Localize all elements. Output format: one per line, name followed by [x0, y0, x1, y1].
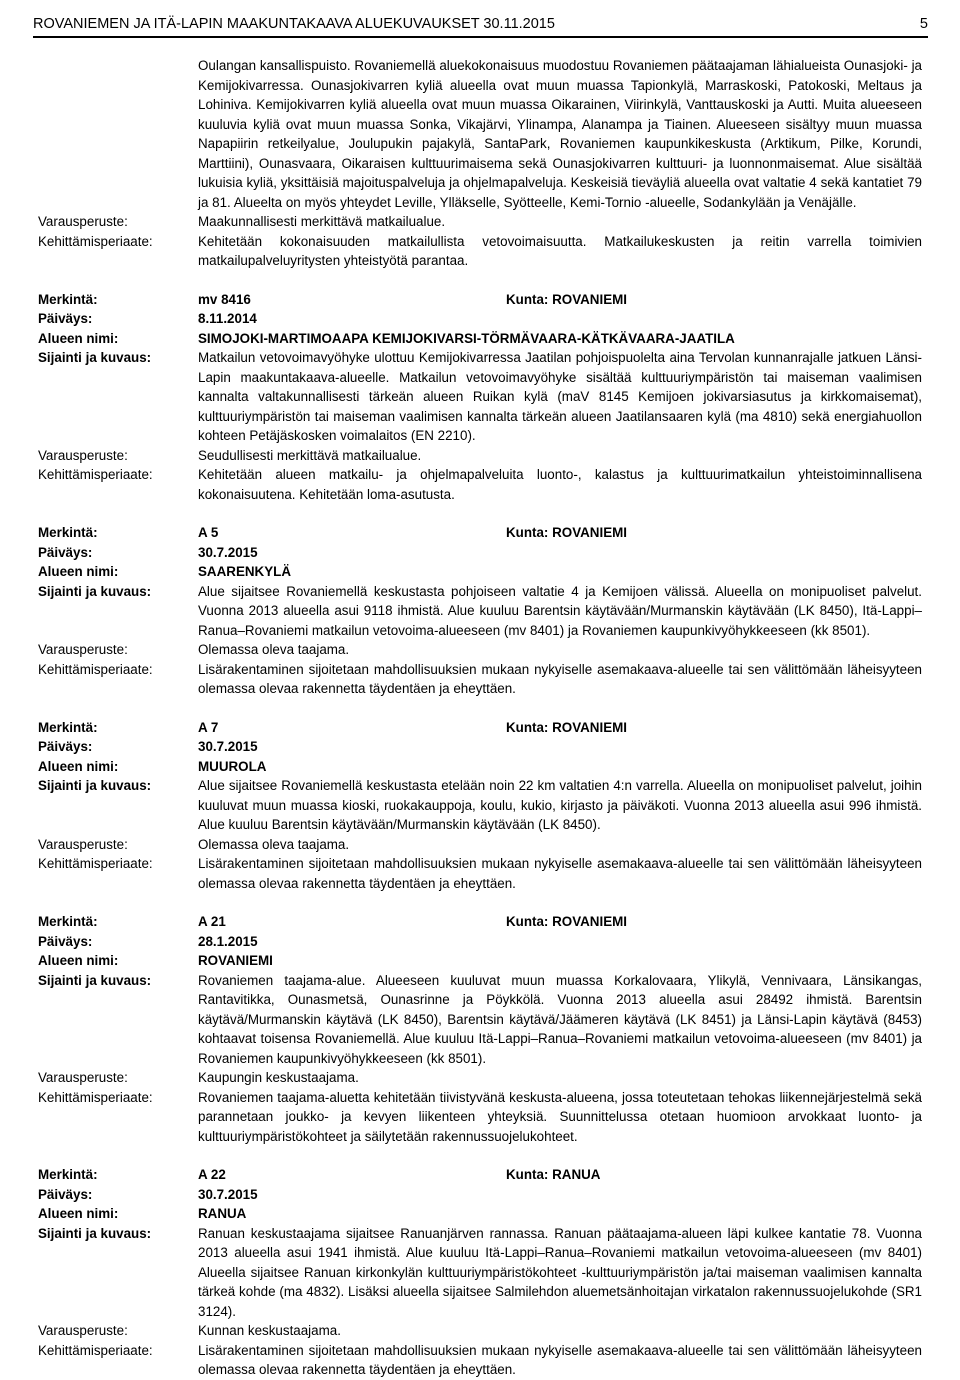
- paivays-row: Päiväys: 28.1.2015: [38, 932, 922, 952]
- paivays-row: Päiväys: 30.7.2015: [38, 1185, 922, 1205]
- alueen-nimi-row: Alueen nimi: SIMOJOKI-MARTIMOAAPA KEMIJOKIVARSI-TÖRMÄVAARA-KÄTKÄVAARA-JAATILA: [38, 329, 922, 349]
- kehittamisperiaate: Lisärakentaminen sijoitetaan mahdollisuuksien mukaan nykyiselle asemakaava-alueelle tai sen välittömään läheisyyteen olemassa olevaa rakennetta täydentäen ja eheyttäen.: [198, 856, 922, 891]
- varausperuste-row: Varausperuste: Olemassa oleva taajama.: [38, 640, 922, 660]
- kehittamisperiaate-label: Kehittämisperiaate:: [38, 233, 153, 249]
- merkinta-code: mv 8416: [198, 291, 251, 307]
- kehittamisperiaate: Rovaniemen taajama-aluetta kehitetään tiivistyvänä keskusta-alueena, jossa toteutetaan tehokas liikennejärjestelmä sekä parannetaan joukko- ja kevyen liikenteen yhteyksiä. Suunnittelussa otetaan huomioon arvokkaat luonto- ja kulttuuriympäristökohteet ja säilytetään rakennussuojelukohteet.: [198, 1089, 922, 1144]
- merkinta-row: Merkintä: A 22 Kunta: RANUA: [38, 1165, 922, 1185]
- varausperuste: Olemassa oleva taajama.: [198, 642, 350, 657]
- paivays: 30.7.2015: [198, 1186, 258, 1202]
- merkinta-row: Merkintä: A 7 Kunta: ROVANIEMI: [38, 718, 922, 738]
- sijainti: Ranuan keskustaajama sijaitsee Ranuanjärven rannassa. Ranuan päätaajama-alueen läpi kulkee kantatie 78. Vuonna 2013 alueella asui 1941 ihmistä. Alue kuuluu Itä-Lappi–Ranua–Rovaniemi matkailun vetovoima-alueeseen (mv 8401) Alueella sijaitsee Ranuan kirkonkylän kulttuuriympäristökohteet -kulttuuriympäristön ja/tai maiseman vaalimisen kannalta tärkeä kohde (ma 4832). Lisäksi alueella sijaitsee Salmilehdon aluemetsänhoitajan virkatalon rakennussuojelukohde (SR1 3124).: [198, 1225, 922, 1319]
- paivays: 30.7.2015: [198, 544, 258, 560]
- merkinta-row: Merkintä: mv 8416 Kunta: ROVANIEMI: [38, 290, 922, 310]
- kehittamisperiaate: Lisärakentaminen sijoitetaan mahdollisuuksien mukaan nykyiselle asemakaava-alueelle tai sen välittömään läheisyyteen olemassa olevaa rakennetta täydentäen ja eheyttäen.: [198, 1342, 922, 1377]
- entry-a-21: [38, 912, 922, 1146]
- alueen-nimi-row: Alueen nimi: RANUA: [38, 1204, 922, 1224]
- varausperuste-row: Varausperuste: Olemassa oleva taajama.: [38, 835, 922, 855]
- varausperuste: Kunnan keskustaajama.: [198, 1323, 341, 1338]
- intro-description-row: [38, 56, 922, 212]
- kehittamisperiaate-row: Kehittämisperiaate: Lisärakentaminen sijoitetaan mahdollisuuksien mukaan nykyiselle asemakaava-alueelle tai sen välittömään läheisyyteen olemassa olevaa rakennetta täydentäen ja eheyttäen.: [38, 854, 922, 893]
- kehittamisperiaate-row: Kehittämisperiaate: Rovaniemen taajama-aluetta kehitetään tiivistyvänä keskusta-alueena, jossa toteutetaan tehokas liikennejärjestelmä sekä parannetaan joukko- ja kevyen liikenteen yhteyksiä. Suunnittelussa otetaan huomioon arvokkaat luonto- ja kulttuuriympäristökohteet ja säilytetään rakennussuojelukohteet.: [38, 1088, 922, 1147]
- intro-varausperuste-row: [38, 212, 922, 232]
- sijainti-row: Sijainti ja kuvaus: Alue sijaitsee Rovaniemellä keskustasta etelään noin 22 km valtatien 4:n varrella. Alueella on monipuoliset palvelut, joihin kuuluvat muun muassa kioski, ruokakauppoja, koulu, kukio, kirjasto ja päiväkoti. Vuonna 2013 alueella asui 996 ihmistä. Alue kuuluu Barentsin käytävään/Murmanskin käytävään (LK 8450).: [38, 776, 922, 835]
- kehittamisperiaate: Lisärakentaminen sijoitetaan mahdollisuuksien mukaan nykyiselle asemakaava-alueelle tai sen välittömään läheisyyteen olemassa olevaa rakennetta täydentäen ja eheyttäen.: [198, 661, 922, 696]
- kehittamisperiaate: Kehitetään alueen matkailu- ja ohjelmapalveluita luonto-, kalastus ja kulttuurimatkailun yhteistoiminnallisena kokonaisuutena. Kehitetään loma-asutusta.: [198, 467, 922, 502]
- kehittamisperiaate-row: Kehittämisperiaate: Lisärakentaminen sijoitetaan mahdollisuuksien mukaan nykyiselle asemakaava-alueelle tai sen välittömään läheisyyteen olemassa olevaa rakennetta täydentäen ja eheyttäen.: [38, 660, 922, 699]
- paivays: 28.1.2015: [198, 933, 258, 949]
- varausperuste-row: Varausperuste: Seudullisesti merkittävä matkailualue.: [38, 446, 922, 466]
- intro-description: Oulangan kansallispuisto. Rovaniemellä aluekokonaisuus muodostuu Rovaniemen päätaajaman lähialueista Ounasjoki- ja Kemijokivarressa. Ounasjokivarren kyliä alueella ovat muun muassa Tapionkylä, Marraskoski, Patokoski, Meltaus ja Lohiniva. Kemijokivarren kyliä alueella ovat muun muassa Oikarainen, Viirinkylä, Vanttauskoski ja Autti. Muita alueeseen kuuluvia kyliä ovat muun muassa Sonka, Vikajärvi, Ylinampa, Alanampa ja Tiainen. Alueeseen sisältyy muun muassa Napapiirin retkeilyalue, Joulupukin pajakylä, SantaPark, Rovaniemen kaupunkikeskusta (Arktikum, Pilke, Korundi, Marttiini), Ounasvaara, Oikaraisen kulttuurimaisema sekä Ounasjokivarren kulttuuri- ja luonnonmaisemat. Alue sisältää lukuisia kyliä, yksittäisiä majoituspalveluja ja ohjelmapalveluja. Keskeisiä tieväyliä alueella ovat valtatie 4 sekä kantatiet 79 ja 81. Alueelta on myös yhteydet Leville, Ylläkselle, Syötteelle, Kemi-Tornio -alueelle, Sodankylään ja Venäjälle.: [198, 58, 922, 210]
- alueen-nimi-row: Alueen nimi: MUUROLA: [38, 757, 922, 777]
- entry-a-7: [38, 718, 922, 894]
- kunta: Kunta: ROVANIEMI: [506, 525, 628, 540]
- kehittamisperiaate-row: Kehittämisperiaate: Lisärakentaminen sijoitetaan mahdollisuuksien mukaan nykyiselle asemakaava-alueelle tai sen välittömään läheisyyteen olemassa olevaa rakennetta täydentäen ja eheyttäen.: [38, 1341, 922, 1380]
- varausperuste-label: Varausperuste:: [38, 214, 128, 229]
- merkinta-code: A 7: [198, 719, 219, 735]
- sijainti-row: Sijainti ja kuvaus: Alue sijaitsee Rovaniemellä keskustasta pohjoiseen valtatie 4 ja Kemijoen välissä. Alueella on monipuoliset palvelut. Vuonna 2013 alueella asui 9118 ihmistä. Alue kuuluu Barentsin käytävään/Murmanskin käytävään (LK 8450), Itä-Lappi–Ranua–Rovaniemi matkailun vetovoima-alueeseen (mv 8401) ja Rovaniemen kaupunkivyöhykkeeseen (kk 8501).: [38, 582, 922, 641]
- intro-varausperuste: Maakunnallisesti merkittävä matkailualue.: [198, 214, 446, 229]
- kunta: Kunta: ROVANIEMI: [506, 914, 628, 929]
- paivays: 30.7.2015: [198, 739, 258, 754]
- merkinta-row: Merkintä: A 21 Kunta: ROVANIEMI: [38, 912, 922, 932]
- kunta: Kunta: ROVANIEMI: [506, 291, 628, 307]
- varausperuste: Kaupungin keskustaajama.: [198, 1070, 359, 1085]
- varausperuste: Olemassa oleva taajama.: [198, 836, 350, 852]
- paivays-row: Päiväys: 30.7.2015: [38, 737, 922, 757]
- sijainti: Alue sijaitsee Rovaniemellä keskustasta pohjoiseen valtatie 4 ja Kemijoen välissä. Alueella on monipuoliset palvelut. Vuonna 2013 alueella asui 9118 ihmistä. Alue kuuluu Barentsin käytävään/Murmanskin käytävään (LK 8450), Itä-Lappi–Ranua–Rovaniemi matkailun vetovoima-alueeseen (mv 8401) ja Rovaniemen kaupunkivyöhykkeeseen (kk 8501).: [198, 583, 922, 638]
- kehittamisperiaate-row: Kehittämisperiaate: Kehitetään alueen matkailu- ja ohjelmapalveluita luonto-, kalastus ja kulttuurimatkailun yhteistoiminnallisena kokonaisuutena. Kehitetään loma-asutusta.: [38, 465, 922, 504]
- alueen-nimi: RANUA: [198, 1206, 247, 1221]
- sijainti-row: Sijainti ja kuvaus: Matkailun vetovoimavyöhyke ulottuu Kemijokivarressa Jaatilan pohjoispuolelta aina Tervolan kunnanrajalle jatkuen Länsi-Lapin maakuntakaava-alueelle. Matkailun vetovoimavyöhyke sisältää kulttuuriympäristön tai maiseman vaalimisen kannalta valtakunnallisesti tärkeän alueen Ruikan kylä (maV 8145 Kemijoen jokivarsiasutus ja kirkkomaisemat), kulttuuriympäristön tai maiseman vaalimisen kannalta tärkeän alueen Jaatilansaaren kylä (ma 4810) sekä energiahuollon kohteen Petäjäskosken voimalaitos (EN 2210).: [38, 348, 922, 446]
- varausperuste-row: Varausperuste: Kunnan keskustaajama.: [38, 1321, 922, 1341]
- paivays: 8.11.2014: [198, 311, 257, 326]
- varausperuste-row: Varausperuste: Kaupungin keskustaajama.: [38, 1068, 922, 1088]
- merkinta-code: A 21: [198, 914, 226, 929]
- kunta: Kunta: RANUA: [506, 1167, 601, 1182]
- sijainti-row: Sijainti ja kuvaus: Ranuan keskustaajama sijaitsee Ranuanjärven rannassa. Ranuan päätaajama-alueen läpi kulkee kantatie 78. Vuonna 2013 alueella asui 1941 ihmistä. Alue kuuluu Itä-Lappi–Ranua–Rovaniemi matkailun vetovoima-alueeseen (mv 8401) Alueella sijaitsee Ranuan kirkonkylän kulttuuriympäristökohteet -kulttuuriympäristön ja/tai maiseman vaalimisen kannalta tärkeä kohde (ma 4832). Lisäksi alueella sijaitsee Salmilehdon aluemetsänhoitajan virkatalon rakennussuojelukohde (SR1 3124).: [38, 1224, 922, 1322]
- page-header: [33, 4, 928, 38]
- document-body: [38, 56, 922, 1380]
- sijainti-row: Sijainti ja kuvaus: Rovaniemen taajama-alue. Alueeseen kuuluvat muun muassa Korkalovaara, Ylikylä, Vennivaara, Länsikangas, Rantavitikka, Ounasmetsä, Ounasrinne ja Pöykkölä. Vuonna 2013 alueella asui 28492 ihmistä. Barentsin käytävä/Murmanskin käytävä (LK 8450), Barentsin käytävä/Jäämeren käytävä (LK 8451) ja Länsi-Lapin käytävä (8453) kohtaavat toisensa Rovaniemellä. Alue kuuluu Itä-Lappi–Ranua–Rovaniemi matkailun vetovoima-alueeseen (mv 8401) ja Rovaniemen kaupunkivyöhykkeeseen (kk 8501).: [38, 971, 922, 1069]
- paivays-row: Päiväys: 30.7.2015: [38, 543, 922, 563]
- entry-mv-8416: [38, 290, 922, 505]
- paivays-row: Päiväys: 8.11.2014: [38, 309, 922, 329]
- intro-kehittamisperiaate: Kehitetään kokonaisuuden matkailullista vetovoimaisuutta. Matkailukeskusten ja reitin varrella toimivien matkailupalveluyritysten yhteistyötä parantaa.: [198, 233, 922, 268]
- sijainti: Rovaniemen taajama-alue. Alueeseen kuuluvat muun muassa Korkalovaara, Ylikylä, Vennivaara, Länsikangas, Rantavitikka, Ounasmetsä, Ounasrinne ja Pöykkölä. Vuonna 2013 alueella asui 28492 ihmistä. Barentsin käytävä/Murmanskin käytävä (LK 8450), Barentsin käytävä/Jäämeren käytävä (LK 8451) ja Länsi-Lapin käytävä (8453) kohtaavat toisensa Rovaniemellä. Alue kuuluu Itä-Lappi–Ranua–Rovaniemi matkailun vetovoima-alueeseen (mv 8401) ja Rovaniemen kaupunkivyöhykkeeseen (kk 8501).: [198, 972, 922, 1066]
- entry-a-5: [38, 523, 922, 699]
- alueen-nimi-row: Alueen nimi: SAARENKYLÄ: [38, 562, 922, 582]
- merkinta-code: A 22: [198, 1167, 226, 1182]
- intro-kehittamisperiaate-row: [38, 232, 922, 271]
- sijainti: Alue sijaitsee Rovaniemellä keskustasta etelään noin 22 km valtatien 4:n varrella. Alueella on monipuoliset palvelut, joihin kuuluvat muun muassa kioski, ruokakauppoja, koulu, kukio, kirjasto ja päiväkoti. Vuonna 2013 alueella asui 996 ihmistä. Alue kuuluu Barentsin käytävään/Murmanskin käytävään (LK 8450).: [198, 778, 922, 832]
- merkinta-row: Merkintä: A 5 Kunta: ROVANIEMI: [38, 523, 922, 543]
- varausperuste: Seudullisesti merkittävä matkailualue.: [198, 447, 422, 463]
- entry-a-22: [38, 1165, 922, 1380]
- alueen-nimi: ROVANIEMI: [198, 953, 273, 968]
- alueen-nimi: SIMOJOKI-MARTIMOAAPA KEMIJOKIVARSI-TÖRMÄVAARA-KÄTKÄVAARA-JAATILA: [198, 330, 735, 346]
- kunta: Kunta: ROVANIEMI: [506, 719, 628, 735]
- alueen-nimi-row: Alueen nimi: ROVANIEMI: [38, 951, 922, 971]
- alueen-nimi: SAARENKYLÄ: [198, 564, 291, 579]
- page-number: 5: [919, 16, 928, 32]
- sijainti: Matkailun vetovoimavyöhyke ulottuu Kemijokivarressa Jaatilan pohjoispuolelta aina Tervolan kunnanrajalle jatkuen Länsi-Lapin maakuntakaava-alueelle. Matkailun vetovoimavyöhyke sisältää kulttuuriympäristön tai maiseman vaalimisen kannalta valtakunnallisesti tärkeän alueen Ruikan kylä (maV 8145 Kemijoen jokivarsiasutus ja kirkkomaisemat), kulttuuriympäristön tai maiseman vaalimisen kannalta tärkeän alueen Jaatilansaaren kylä (ma 4810) sekä energiahuollon kohteen Petäjäskosken voimalaitos (EN 2210).: [198, 350, 922, 443]
- alueen-nimi: MUUROLA: [198, 758, 267, 774]
- merkinta-code: A 5: [198, 525, 219, 540]
- document-title: ROVANIEMEN JA ITÄ-LAPIN MAAKUNTAKAAVA ALUEKUVAUKSET 30.11.2015: [33, 16, 555, 32]
